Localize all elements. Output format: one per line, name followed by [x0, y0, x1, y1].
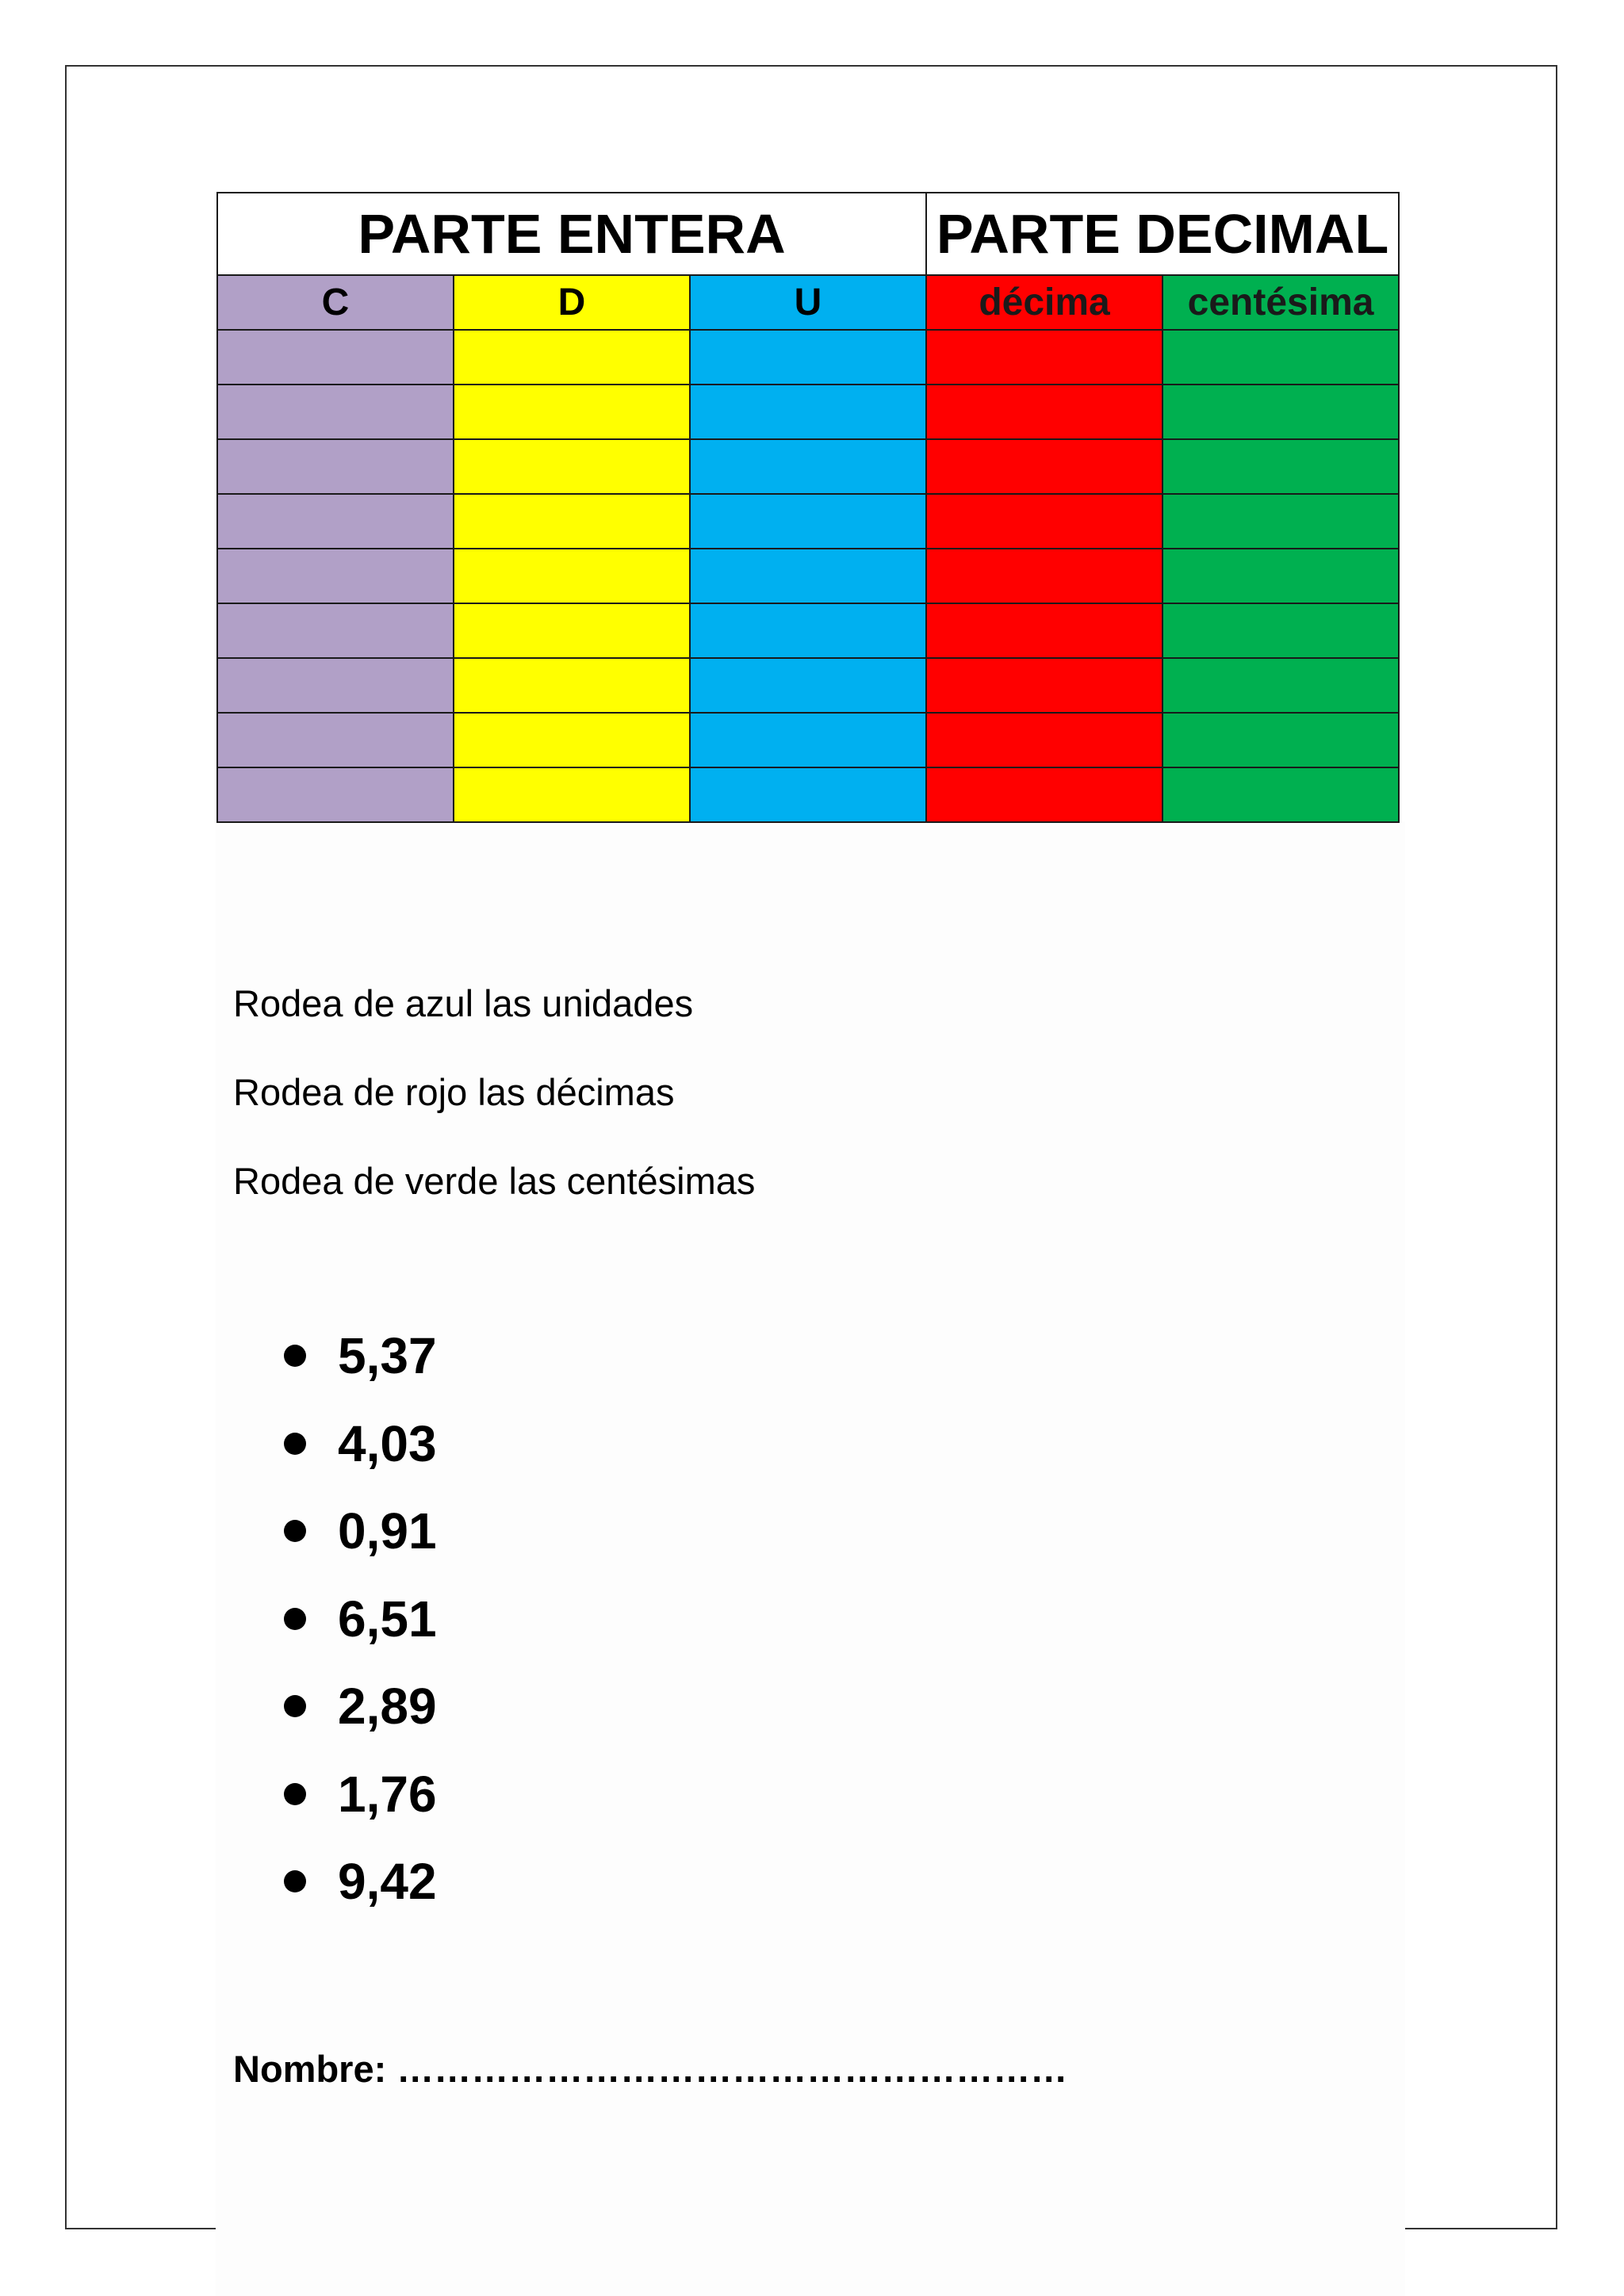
cell-tens[interactable]: [454, 713, 690, 767]
cell-units[interactable]: [690, 767, 926, 822]
bullet-icon: [284, 1345, 306, 1367]
instruction-hundredths: Rodea de verde las centésimas: [233, 1160, 756, 1202]
table-body: [217, 330, 1399, 822]
bullet-icon: [284, 1520, 306, 1542]
list-item: [276, 1312, 437, 1400]
cell-tens[interactable]: [454, 767, 690, 822]
cell-hundredths[interactable]: [1162, 330, 1399, 385]
cell-tenths[interactable]: [926, 439, 1162, 494]
cell-tenths[interactable]: [926, 767, 1162, 822]
cell-hundredths[interactable]: [1162, 549, 1399, 603]
cell-units[interactable]: [690, 385, 926, 439]
cell-tenths[interactable]: [926, 549, 1162, 603]
cell-tenths[interactable]: [926, 658, 1162, 713]
list-item: [276, 1663, 437, 1751]
table-row: [217, 713, 1399, 767]
table-row: [217, 494, 1399, 549]
cell-hundreds[interactable]: [217, 549, 454, 603]
list-item: [276, 1487, 437, 1575]
cell-hundreds[interactable]: [217, 330, 454, 385]
cell-hundredths[interactable]: [1162, 713, 1399, 767]
bullet-icon: [284, 1783, 306, 1805]
number-value: 0,91: [338, 1502, 437, 1559]
cell-units[interactable]: [690, 330, 926, 385]
column-units: U: [690, 275, 926, 330]
cell-hundreds[interactable]: [217, 713, 454, 767]
table-row: [217, 385, 1399, 439]
bullet-icon: [284, 1433, 306, 1455]
cell-hundredths[interactable]: [1162, 658, 1399, 713]
cell-tens[interactable]: [454, 494, 690, 549]
cell-units[interactable]: [690, 603, 926, 658]
cell-tenths[interactable]: [926, 494, 1162, 549]
bullet-icon: [284, 1695, 306, 1717]
cell-units[interactable]: [690, 713, 926, 767]
cell-tens[interactable]: [454, 439, 690, 494]
table-row: [217, 767, 1399, 822]
place-value-table: [216, 192, 1400, 823]
table-row: [217, 330, 1399, 385]
name-field[interactable]: Nombre: ………………………………………………: [233, 2048, 1068, 2090]
column-tens: D: [454, 275, 690, 330]
cell-hundredths[interactable]: [1162, 385, 1399, 439]
number-value: 2,89: [338, 1678, 437, 1735]
list-item: [276, 1838, 437, 1926]
cell-units[interactable]: [690, 439, 926, 494]
cell-hundreds[interactable]: [217, 385, 454, 439]
bullet-icon: [284, 1870, 306, 1892]
cell-units[interactable]: [690, 494, 926, 549]
cell-hundreds[interactable]: [217, 767, 454, 822]
cell-hundredths[interactable]: [1162, 767, 1399, 822]
column-tenths: décima: [926, 275, 1162, 330]
number-value: 5,37: [338, 1327, 437, 1384]
instructions: [233, 959, 755, 1226]
cell-tenths[interactable]: [926, 603, 1162, 658]
cell-tenths[interactable]: [926, 385, 1162, 439]
cell-tens[interactable]: [454, 330, 690, 385]
number-list: [276, 1312, 437, 1926]
number-value: 1,76: [338, 1765, 437, 1823]
table-header-row: [217, 193, 1399, 275]
cell-units[interactable]: [690, 658, 926, 713]
column-hundredths: centésima: [1162, 275, 1399, 330]
table-row: [217, 549, 1399, 603]
cell-tens[interactable]: [454, 603, 690, 658]
cell-tenths[interactable]: [926, 713, 1162, 767]
bullet-icon: [284, 1608, 306, 1630]
cell-hundreds[interactable]: [217, 439, 454, 494]
cell-hundredths[interactable]: [1162, 603, 1399, 658]
cell-hundreds[interactable]: [217, 494, 454, 549]
table-row: [217, 603, 1399, 658]
instruction-units: Rodea de azul las unidades: [233, 982, 694, 1024]
column-label-row: [217, 275, 1399, 330]
list-item: [276, 1751, 437, 1839]
number-value: 6,51: [338, 1590, 437, 1647]
cell-hundredths[interactable]: [1162, 439, 1399, 494]
cell-tens[interactable]: [454, 385, 690, 439]
cell-tens[interactable]: [454, 658, 690, 713]
cell-tenths[interactable]: [926, 330, 1162, 385]
cell-hundreds[interactable]: [217, 603, 454, 658]
table-row: [217, 439, 1399, 494]
cell-hundreds[interactable]: [217, 658, 454, 713]
column-hundreds: C: [217, 275, 454, 330]
list-item: [276, 1400, 437, 1488]
number-value: 4,03: [338, 1414, 437, 1472]
cell-hundredths[interactable]: [1162, 494, 1399, 549]
cell-tens[interactable]: [454, 549, 690, 603]
header-decimal-part: PARTE DECIMAL: [926, 193, 1399, 275]
number-value: 9,42: [338, 1853, 437, 1910]
list-item: [276, 1575, 437, 1663]
cell-units[interactable]: [690, 549, 926, 603]
header-integer-part: PARTE ENTERA: [217, 193, 926, 275]
instruction-tenths: Rodea de rojo las décimas: [233, 1071, 675, 1113]
table-row: [217, 658, 1399, 713]
